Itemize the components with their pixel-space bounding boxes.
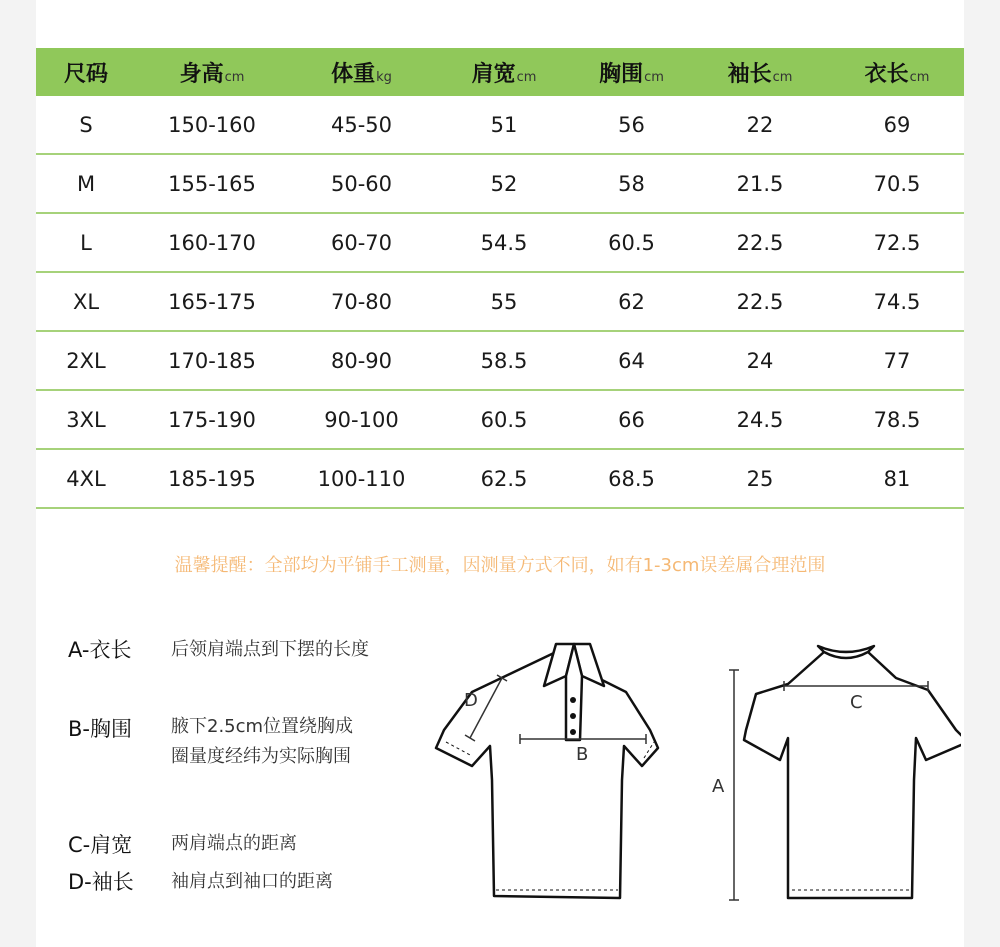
table-cell: 185-195	[136, 449, 288, 508]
table-cell: S	[36, 96, 136, 154]
size-chart-page	[36, 0, 964, 947]
table-cell: 100-110	[288, 449, 435, 508]
table-cell: 4XL	[36, 449, 136, 508]
legend-desc-b: 腋下2.5cm位置绕胸成圈量度经纬为实际胸围	[171, 716, 354, 767]
table-cell: 22	[690, 96, 830, 154]
header-cell	[690, 48, 830, 96]
table-cell: 69	[830, 96, 964, 154]
header-cell	[830, 48, 964, 96]
label-a: A	[712, 776, 725, 797]
header-unit: cm	[516, 69, 537, 85]
header-label: 肩宽	[471, 61, 516, 87]
table-cell: 2XL	[36, 331, 136, 390]
legend-key-c: C-肩宽	[68, 833, 133, 857]
table-cell: 62	[573, 272, 690, 331]
table-cell: 150-160	[136, 96, 288, 154]
measurement-notice: 温馨提醒：全部均为平铺手工测量，因测量方式不同，如有1-3cm误差属合理范围	[174, 555, 826, 576]
header-cell	[36, 48, 136, 96]
table-cell: 50-60	[288, 154, 435, 213]
table-cell: 24	[690, 331, 830, 390]
table-row	[36, 213, 964, 272]
header-label: 身高	[179, 61, 224, 87]
header-unit: cm	[909, 69, 930, 85]
table-cell: 70-80	[288, 272, 435, 331]
table-cell: 77	[830, 331, 964, 390]
header-label: 体重	[331, 61, 376, 87]
table-cell: 70.5	[830, 154, 964, 213]
label-d: D	[464, 690, 478, 711]
table-cell: 60.5	[435, 390, 573, 449]
table-row	[36, 96, 964, 154]
legend-desc-d: 袖肩点到袖口的距离	[171, 871, 333, 892]
size-table	[36, 48, 964, 509]
legend-desc-a: 后领肩端点到下摆的长度	[171, 639, 369, 660]
header-label: 胸围	[599, 61, 644, 87]
table-cell: 60-70	[288, 213, 435, 272]
shirt-measurement-diagram	[416, 630, 961, 910]
legend-desc-c: 两肩端点的距离	[171, 833, 297, 854]
header-label: 衣长	[864, 61, 909, 87]
table-row	[36, 449, 964, 508]
header-unit: cm	[772, 69, 793, 85]
table-cell: 56	[573, 96, 690, 154]
header-unit: cm	[644, 69, 664, 85]
table-row	[36, 272, 964, 331]
table-cell: 52	[435, 154, 573, 213]
table-cell: 72.5	[830, 213, 964, 272]
legend-key-a: A-衣长	[68, 638, 132, 662]
table-cell: 78.5	[830, 390, 964, 449]
table-cell: 45-50	[288, 96, 435, 154]
table-cell: 22.5	[690, 213, 830, 272]
table-cell: M	[36, 154, 136, 213]
header-label: 袖长	[727, 61, 772, 87]
table-cell: 175-190	[136, 390, 288, 449]
table-header-row	[36, 48, 964, 96]
table-cell: L	[36, 213, 136, 272]
table-cell: 54.5	[435, 213, 573, 272]
table-cell: 58	[573, 154, 690, 213]
header-cell	[288, 48, 435, 96]
table-cell: 64	[573, 331, 690, 390]
table-body	[36, 96, 964, 508]
header-cell	[136, 48, 288, 96]
table-cell: 3XL	[36, 390, 136, 449]
header-unit: cm	[224, 69, 245, 85]
table-cell: 165-175	[136, 272, 288, 331]
legend-key-b: B-胸围	[68, 717, 132, 741]
table-cell: 55	[435, 272, 573, 331]
legend-key-d: D-袖长	[68, 870, 134, 894]
table-cell: 66	[573, 390, 690, 449]
table-cell: 25	[690, 449, 830, 508]
table-cell: 81	[830, 449, 964, 508]
table-cell: 62.5	[435, 449, 573, 508]
table-cell: 170-185	[136, 331, 288, 390]
table-cell: 60.5	[573, 213, 690, 272]
table-cell: 80-90	[288, 331, 435, 390]
table-row	[36, 331, 964, 390]
table-cell: 21.5	[690, 154, 830, 213]
header-cell	[435, 48, 573, 96]
table-cell: 160-170	[136, 213, 288, 272]
table-cell: 68.5	[573, 449, 690, 508]
header-label: 尺码	[63, 61, 108, 87]
table-cell: 155-165	[136, 154, 288, 213]
table-cell: 24.5	[690, 390, 830, 449]
table-row	[36, 390, 964, 449]
label-c: C	[850, 692, 863, 713]
front-shirt-icon	[436, 644, 658, 898]
header-cell	[573, 48, 690, 96]
table-cell: 22.5	[690, 272, 830, 331]
table-cell: XL	[36, 272, 136, 331]
table-cell: 74.5	[830, 272, 964, 331]
table-row	[36, 154, 964, 213]
table-cell: 51	[435, 96, 573, 154]
table-cell: 90-100	[288, 390, 435, 449]
table-cell: 58.5	[435, 331, 573, 390]
label-b: B	[576, 744, 589, 765]
header-unit: kg	[376, 69, 392, 85]
